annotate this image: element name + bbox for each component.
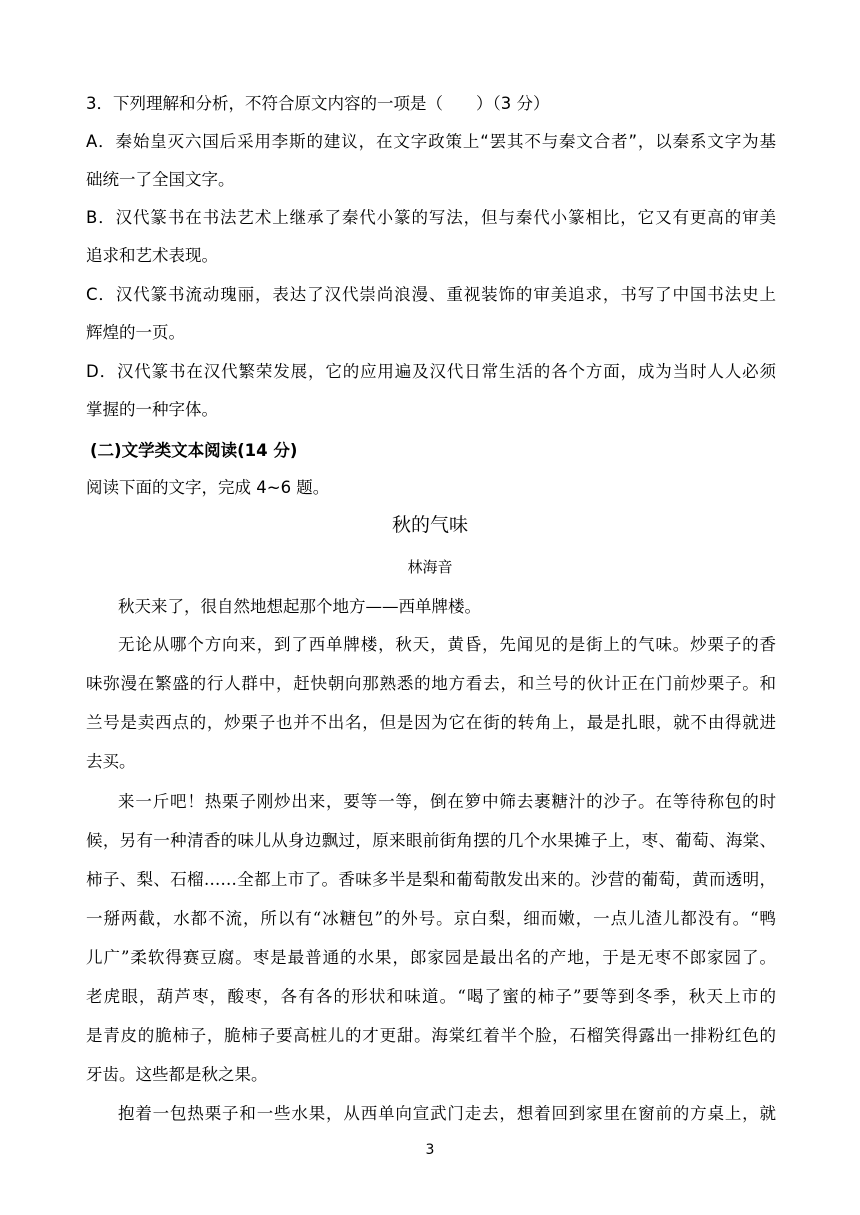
paragraph-3-line-4: 一掰两截，水都不流，所以有“冰糖包”的外号。京白梨，细而嫩，一点儿渣儿都没有。“鸭 [86,909,776,928]
paragraph-2-line-2: 味弥漫在繁盛的行人群中，赶快朝向那熟悉的地方看去，和兰号的伙计正在门前炒栗子。和 [86,674,776,693]
option-d-line-1: D．汉代篆书在汉代繁荣发展，它的应用遍及汉代日常生活的各个方面，成为当时人人必须 [86,362,776,381]
paragraph-3-line-2: 候，另有一种清香的味儿从身边飘过，原来眼前街角摆的几个水果摊子上，枣、葡萄、海棠、 [86,831,776,850]
option-a-line-1: A．秦始皇灭六国后采用李斯的建议，在文字政策上“罢其不与秦文合者”，以秦系文字为基 [86,132,776,151]
paragraph-2-line-3: 兰号是卖西点的，炒栗子也并不出名，但是因为它在街的转角上，最是扎眼，就不由得就进 [86,713,776,732]
paragraph-3-line-7: 是青皮的脆柿子，脆柿子要高桩儿的才更甜。海棠红着半个脸，石榴笑得露出一排粉红色的 [86,1026,776,1045]
paragraph-3-line-1: 来一斤吧！热栗子刚炒出来，要等一等，倒在箩中筛去裹糖汁的沙子。在等待称包的时 [118,792,776,811]
option-c-line-1: C．汉代篆书流动瑰丽，表达了汉代崇尚浪漫、重视装饰的审美追求，书写了中国书法史上 [86,285,776,304]
option-a-line-2: 础统一了全国文字。 [86,170,235,189]
section-heading: (二)文学类文本阅读(14 分) [90,441,298,460]
paragraph-4-line-1: 抱着一包热栗子和一些水果，从西单向宣武门走去，想着回到家里在窗前的方桌上，就 [118,1104,776,1123]
paragraph-3-line-8: 牙齿。这些都是秋之果。 [86,1065,268,1084]
section-instruction: 阅读下面的文字，完成 4~6 题。 [86,478,330,497]
option-b-line-1: B．汉代篆书在书法艺术上继承了秦代小篆的写法，但与秦代小篆相比，它又有更高的审美 [86,208,776,227]
article-title: 秋的气味 [391,514,468,536]
paragraph-2-line-1: 无论从哪个方向来，到了西单牌楼，秋天，黄昏，先闻见的是街上的气味。炒栗子的香 [118,635,776,654]
option-c-line-2: 辉煌的一页。 [86,323,185,342]
article-author: 林海音 [407,558,453,576]
paragraph-2-line-4: 去买。 [86,752,136,771]
page-number: 3 [425,1142,435,1158]
paragraph-3-line-3: 柿子、梨、石榴……全都上市了。香味多半是梨和葡萄散发出来的。沙营的葡萄，黄而透明， [86,870,776,889]
question-3-stem: 3．下列理解和分析，不符合原文内容的一项是（ ）（3 分） [86,94,550,113]
option-d-line-2: 掌握的一种字体。 [86,400,218,419]
paragraph-1-line-1: 秋天来了，很自然地想起那个地方——西单牌楼。 [118,597,481,616]
paragraph-3-line-5: 儿广”柔软得赛豆腐。枣是最普通的水果，郎家园是最出名的产地，于是无枣不郎家园了。 [86,948,776,967]
paragraph-3-line-6: 老虎眼，葫芦枣，酸枣，各有各的形状和味道。“喝了蜜的柿子”要等到冬季，秋天上市的 [86,987,776,1006]
option-b-line-2: 追求和艺术表现。 [86,246,218,265]
